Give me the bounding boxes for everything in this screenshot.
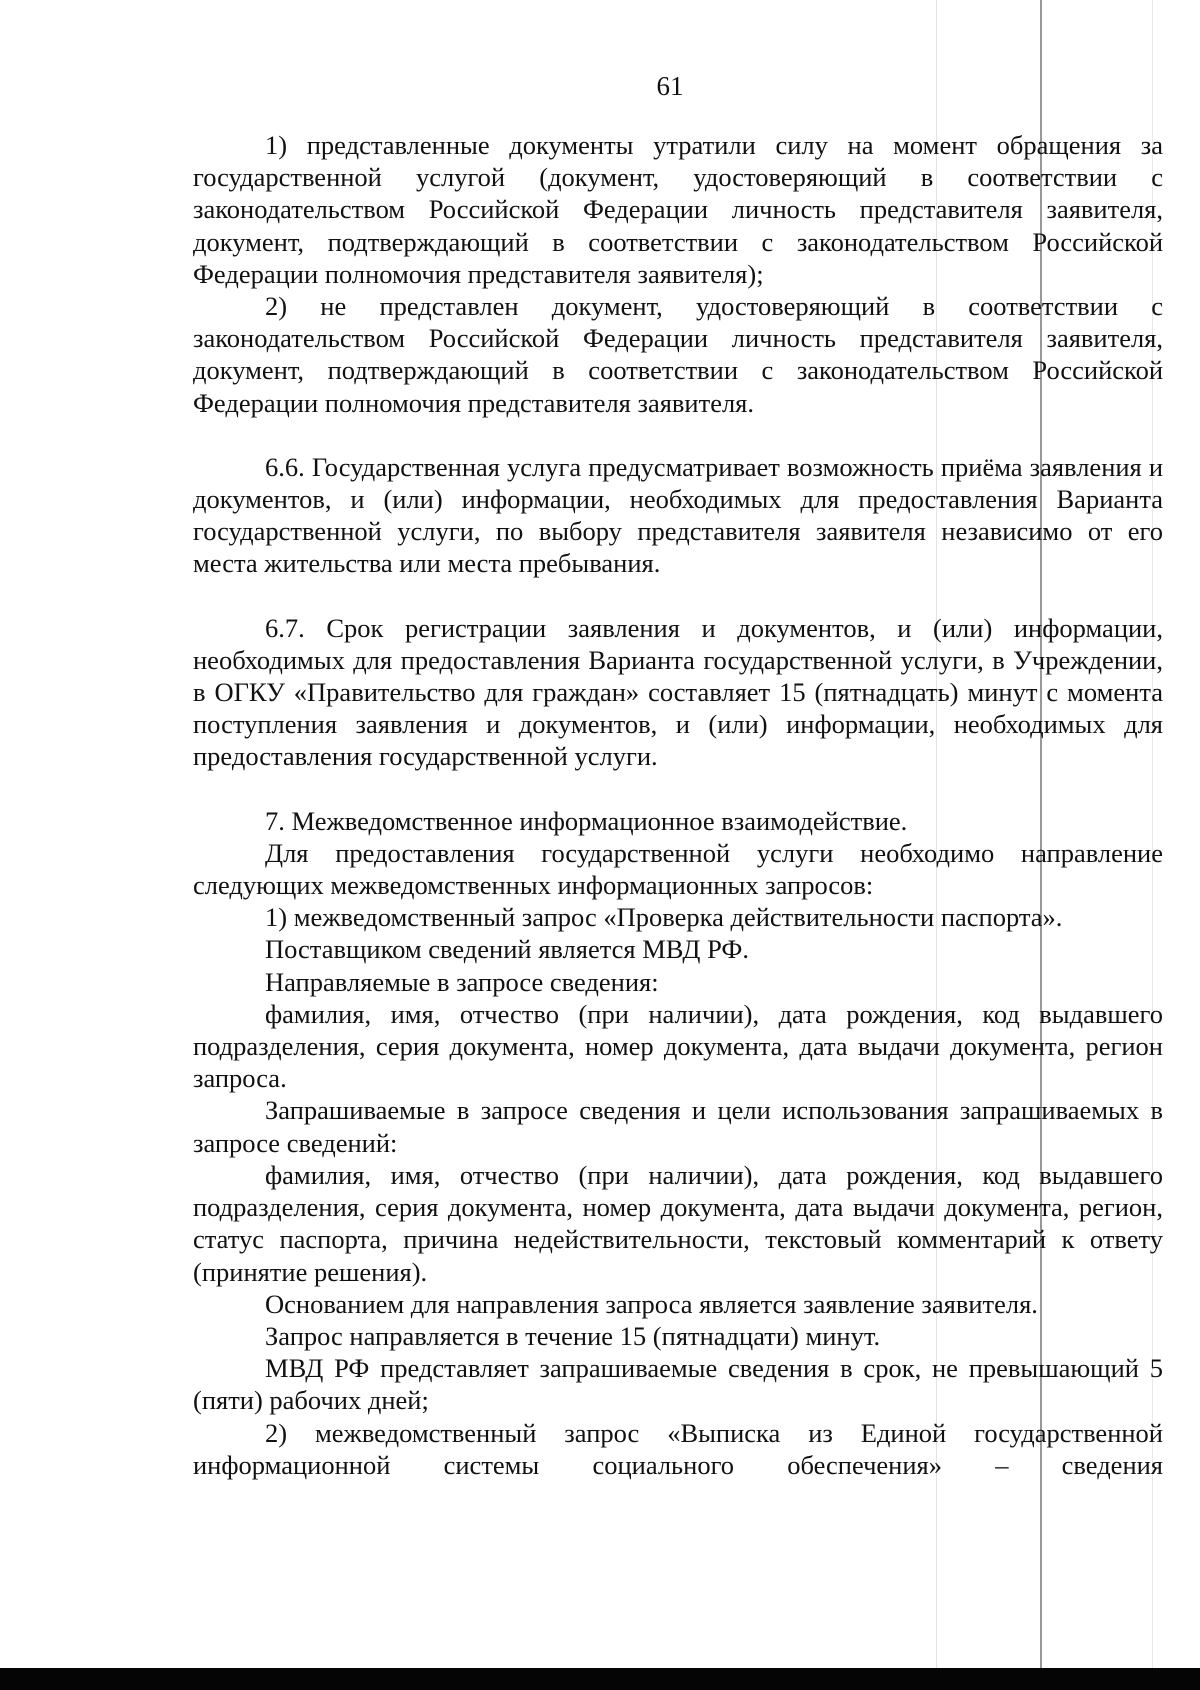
paragraph: 6.7. Срок регистрации заявления и документов, и (или) информации, необходимых для предоставления Варианта государственной услуги, в Учреждении, в ОГКУ «Правительство для граждан» составляет 15 (пятнадцать) минут с момента поступления заявления и документов, и (или) информации, необходимых для предоставления государственной услуги. xyxy=(193,612,1163,772)
paragraph: МВД РФ представляет запрашиваемые сведения в срок, не превышающий 5 (пяти) рабочих дней; xyxy=(193,1353,1163,1416)
paragraph: 6.6. Государственная услуга предусматривает возможность приёма заявления и документов, и (или) информации, необходимых для предоставления Варианта государственной услуги, по выбору представителя заявителя независимо от его места жительства или места пребывания. xyxy=(193,451,1163,579)
paragraph: 2) межведомственный запрос «Выписка из Единой государственной информационной системы социального обеспечения» – сведения xyxy=(193,1417,1163,1480)
scan-bottom-edge xyxy=(0,1668,1200,1690)
paragraph-gap xyxy=(193,580,1163,612)
paragraph: Запрос направляется в течение 15 (пятнадцати) минут. xyxy=(265,1320,881,1351)
paragraph: 1) представленные документы утратили силу на момент обращения за государственной услугой (документ, удостоверяющий в соответствии с законодательством Российской Федерации личность представителя заявителя, документ, подтверждающий в соответствии с законодательством Российской Федерации полномочия представителя заявителя); xyxy=(193,130,1163,289)
paragraph: фамилия, имя, отчество (при наличии), дата рождения, код выдавшего подразделения, серия документа, номер документа, дата выдачи документа, регион, статус паспорта, причина недействительности, текстовый комментарий к ответу (принятие решения). xyxy=(193,1159,1163,1287)
document-body xyxy=(193,129,1163,1481)
paragraph: Основанием для направления запроса является заявление заявителя. xyxy=(265,1288,1038,1319)
paragraph: 1) межведомственный запрос «Проверка действительности паспорта». xyxy=(265,902,1063,933)
paragraph: 7. Межведомственное информационное взаимодействие. xyxy=(265,805,908,836)
paragraph-gap xyxy=(193,419,1163,451)
paragraph-gap xyxy=(193,773,1163,805)
paragraph: Поставщиком сведений является МВД РФ. xyxy=(265,934,749,965)
page-number: 61 xyxy=(656,71,684,101)
paragraph: 2) не представлен документ, удостоверяющий в соответствии с законодательством Российской Федерации личность представителя заявителя, документ, подтверждающий в соответствии с законодательством Российской Федерации полномочия представителя заявителя. xyxy=(193,291,1163,418)
paragraph: фамилия, имя, отчество (при наличии), дата рождения, код выдавшего подразделения, серия документа, номер документа, дата выдачи документа, регион запроса. xyxy=(193,998,1163,1094)
paragraph: Направляемые в запросе сведения: xyxy=(265,966,659,997)
paragraph: Запрашиваемые в запросе сведения и цели использования запрашиваемых в запросе сведений: xyxy=(193,1095,1163,1158)
paragraph: Для предоставления государственной услуги необходимо направление следующих межведомственных информационных запросов: xyxy=(193,837,1163,901)
